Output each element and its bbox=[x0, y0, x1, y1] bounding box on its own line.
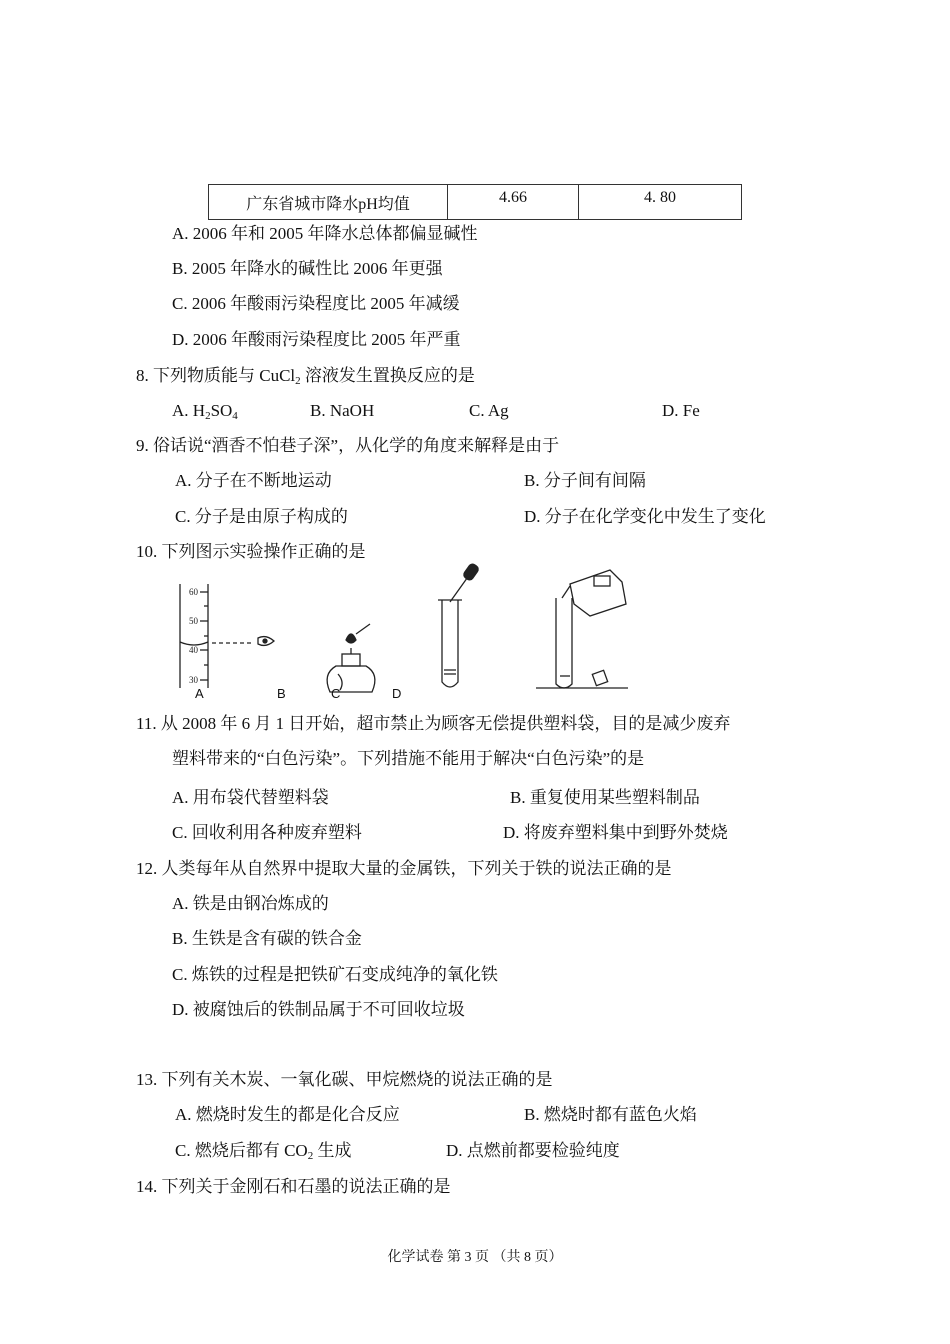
q13-option-d: D. 点燃前都要检验纯度 bbox=[446, 1141, 620, 1160]
alcohol-lamp-icon bbox=[327, 624, 375, 692]
q8-option-d: D. Fe bbox=[662, 401, 700, 420]
q12-stem: 12. 人类每年从自然界中提取大量的金属铁，下列关于铁的说法正确的是 bbox=[136, 859, 672, 878]
q11-stem-line2: 塑料带来的“白色污染”。下列措施不能用于解决“白色污染”的是 bbox=[172, 749, 645, 768]
q8-option-b: B. NaOH bbox=[310, 401, 375, 420]
q8-option-a: A. $H_2SO_4$ bbox=[172, 401, 238, 422]
figure-label-a: A bbox=[195, 686, 204, 701]
page-footer: 化学试卷 第 3 页 （共 8 页） bbox=[387, 1250, 563, 1265]
q12-option-b: B. 生铁是含有碳的铁合金 bbox=[172, 929, 362, 948]
pouring-reagent-icon bbox=[536, 570, 628, 688]
q9-stem: 9. 俗话说“酒香不怕巷子深”，从化学的角度来解释是由于 bbox=[136, 436, 560, 455]
q10-stem: 10. 下列图示实验操作正确的是 bbox=[136, 542, 366, 561]
tick-label-50: 50 bbox=[189, 616, 198, 626]
q11-option-c: C. 回收利用各种废弃塑料 bbox=[172, 823, 362, 842]
figure-label-d: D bbox=[392, 686, 402, 701]
lab-operations-figure bbox=[170, 562, 640, 700]
q8-stem: 8. 下列物质能与 CuCl$_2$ 溶液发生置换反应的是 bbox=[136, 366, 475, 387]
table-cell-2005: 4. 80 bbox=[579, 185, 742, 220]
ph-table bbox=[208, 184, 742, 220]
q7-option-c: C. 2006 年酸雨污染程度比 2005 年减缓 bbox=[172, 294, 460, 313]
dropper-test-tube-icon bbox=[438, 563, 480, 687]
q8-option-c: C. Ag bbox=[469, 401, 509, 420]
graduated-cylinder-icon bbox=[180, 584, 274, 688]
q7-option-a: A. 2006 年和 2005 年降水总体都偏显碱性 bbox=[172, 224, 478, 243]
q12-option-a: A. 铁是由钢冶炼成的 bbox=[172, 894, 329, 913]
q11-option-d: D. 将废弃塑料集中到野外焚烧 bbox=[503, 823, 728, 842]
q14-stem: 14. 下列关于金刚石和石墨的说法正确的是 bbox=[136, 1177, 451, 1196]
q9-option-a: A. 分子在不断地运动 bbox=[175, 471, 332, 490]
figure-label-b: B bbox=[277, 686, 286, 701]
tick-label-40: 40 bbox=[189, 645, 198, 655]
q9-option-c: C. 分子是由原子构成的 bbox=[175, 507, 348, 526]
table-row bbox=[209, 185, 742, 220]
figure-label-c: C bbox=[331, 686, 341, 701]
table-cell-2006: 4.66 bbox=[448, 185, 579, 220]
tick-label-60: 60 bbox=[189, 587, 198, 597]
q11-option-b: B. 重复使用某些塑料制品 bbox=[510, 788, 700, 807]
q12-option-d: D. 被腐蚀后的铁制品属于不可回收垃圾 bbox=[172, 1000, 465, 1019]
q7-option-d: D. 2006 年酸雨污染程度比 2005 年严重 bbox=[172, 330, 461, 349]
q13-option-c: C. 燃烧后都有 $CO_2$ 生成 bbox=[175, 1141, 352, 1162]
q7-option-b: B. 2005 年降水的碱性比 2006 年更强 bbox=[172, 259, 443, 278]
table-cell-label: 广东省城市降水pH均值 bbox=[209, 185, 448, 220]
q13-option-b: B. 燃烧时都有蓝色火焰 bbox=[524, 1105, 697, 1124]
q9-option-b: B. 分子间有间隔 bbox=[524, 471, 646, 490]
q13-stem: 13. 下列有关木炭、一氧化碳、甲烷燃烧的说法正确的是 bbox=[136, 1070, 553, 1089]
q9-option-d: D. 分子在化学变化中发生了变化 bbox=[524, 507, 766, 526]
q13-option-a: A. 燃烧时发生的都是化合反应 bbox=[175, 1105, 400, 1124]
tick-label-30: 30 bbox=[189, 675, 198, 685]
q12-option-c: C. 炼铁的过程是把铁矿石变成纯净的氧化铁 bbox=[172, 965, 498, 984]
q11-option-a: A. 用布袋代替塑料袋 bbox=[172, 788, 329, 807]
q11-stem-line1: 11. 从 2008 年 6 月 1 日开始，超市禁止为顾客无偿提供塑料袋，目的是减少废弃 bbox=[136, 714, 731, 733]
